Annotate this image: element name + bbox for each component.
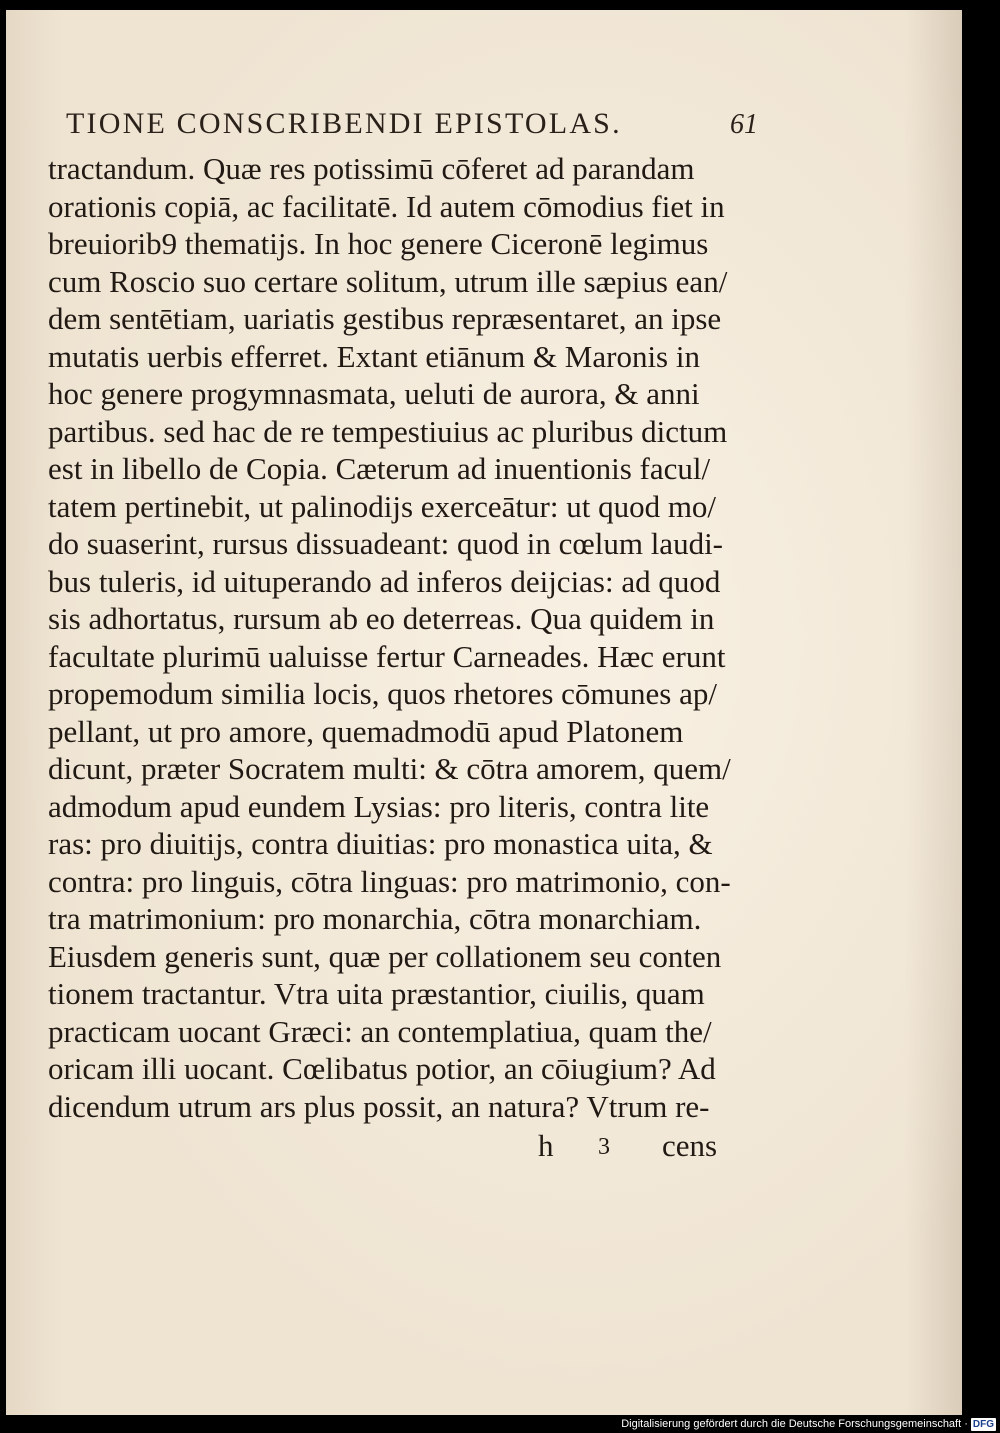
text-line: sis adhortatus, rursum ab eo deterreas. Qua quidem in <box>48 601 715 636</box>
book-page <box>6 10 962 1415</box>
text-line: partibus. sed hac de re tempestiuius ac pluribus dictum <box>48 413 728 449</box>
text-line: facultate plurimū ualuisse fertur Carneades. Hæc erunt <box>48 638 726 674</box>
text-line: ras: pro diuitijs, contra diuitias: pro monastica uita, & <box>48 826 713 861</box>
text-block <box>48 150 738 1125</box>
credit-text: Digitalisierung gefördert durch die Deutsche Forschungsgemeinschaft · <box>621 1418 968 1430</box>
text-line: hoc genere progymnasmata, ueluti de aurora, & anni <box>48 376 700 411</box>
text-line: contra: pro linguis, cōtra linguas: pro matrimonio, con- <box>48 863 731 899</box>
page-footer <box>48 1128 738 1168</box>
digitization-credit <box>621 1416 996 1432</box>
text-line: est in libello de Copia. Cæterum ad inuentionis facul/ <box>48 451 711 486</box>
signature-mark: h <box>538 1128 554 1163</box>
text-line: dem sentētiam, uariatis gestibus repræsentaret, an ipse <box>48 301 722 336</box>
folio-number: 61 <box>730 109 758 140</box>
text-line: tra matrimonium: pro monarchia, cōtra monarchiam. <box>48 901 702 936</box>
text-line: admodum apud eundem Lysias: pro literis, contra lite <box>48 788 710 824</box>
text-line: bus tuleris, id uituperando ad inferos deijcias: ad quod <box>48 563 721 599</box>
text-line: tractandum. Quæ res potissimū cōferet ad parandam <box>48 151 695 186</box>
dfg-logo-icon: DFG <box>972 1418 994 1430</box>
catchword: cens <box>662 1128 718 1163</box>
text-line: tionem tractantur. Vtra uita præstantior, ciuilis, quam <box>48 976 705 1011</box>
text-line: mutatis uerbis efferret. Extant etiānum & Maronis in <box>48 338 700 374</box>
text-line: cum Roscio suo certare solitum, utrum ille sæpius ean/ <box>48 263 728 299</box>
text-line: Eiusdem generis sunt, quæ per collationem seu conten <box>48 938 722 974</box>
text-line: do suaserint, rursus dissuadeant: quod in cœlum laudi- <box>48 526 724 561</box>
text-line: dicunt, præter Socratem multi: & cōtra amorem, quem/ <box>48 751 731 786</box>
text-line: orationis copiā, ac facilitatē. Id autem cōmodius fiet in <box>48 188 725 224</box>
text-line: breuiorib9 thematijs. In hoc genere Ciceronē legimus <box>48 226 709 261</box>
text-line: tatem pertinebit, ut palinodijs exerceātur: ut quod mo/ <box>48 488 717 524</box>
running-title: TIONE CONSCRIBENDI EPISTOLAS. <box>66 107 622 140</box>
signature-number: 3 <box>598 1134 610 1160</box>
text-line: oricam illi uocant. Cœlibatus potior, an cōiugium? Ad <box>48 1051 716 1086</box>
running-head <box>66 107 766 147</box>
text-line: practicam uocant Græci: an contemplatiua, quam the/ <box>48 1013 712 1049</box>
text-line: dicendum utrum ars plus possit, an natura? Vtrum re- <box>48 1088 710 1124</box>
text-line: pellant, ut pro amore, quemadmodū apud Platonem <box>48 713 684 749</box>
text-line: propemodum similia locis, quos rhetores cōmunes ap/ <box>48 676 717 711</box>
